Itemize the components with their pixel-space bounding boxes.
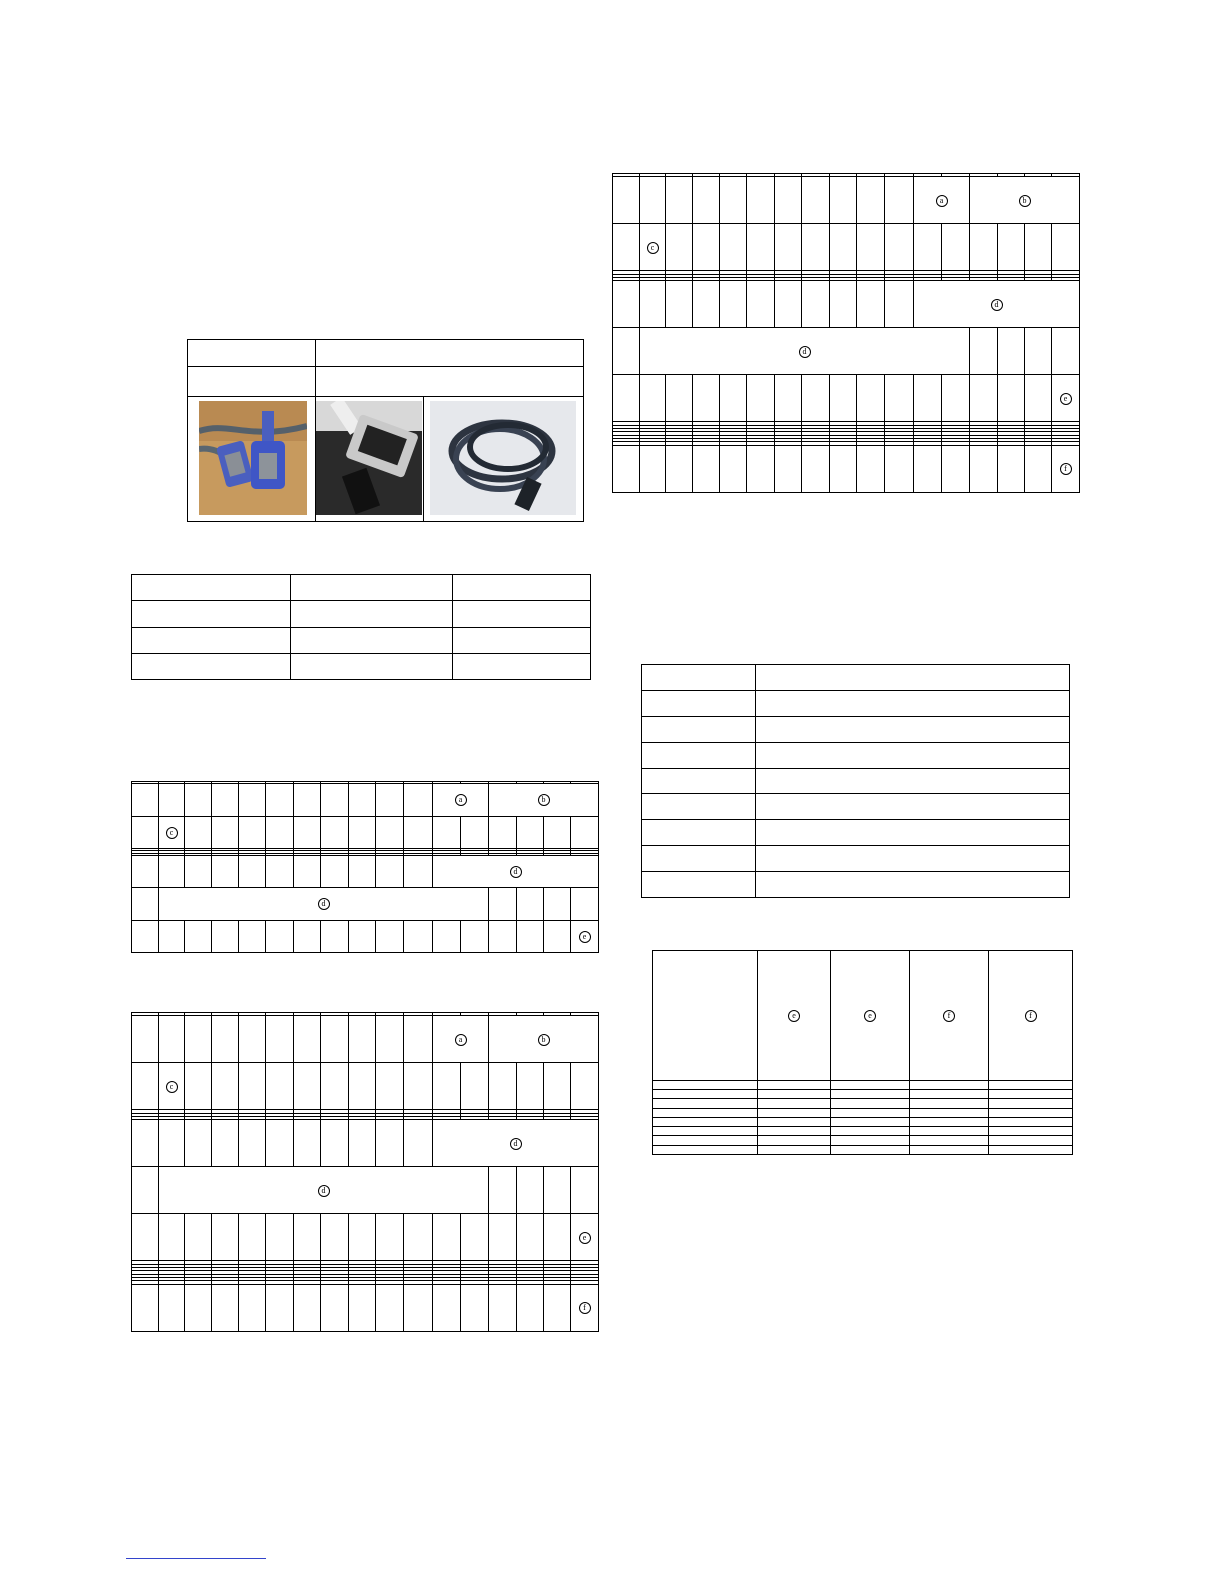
grid-cell: [404, 816, 433, 848]
grid-cell: [159, 1167, 489, 1214]
grid-cell: [185, 1063, 212, 1110]
vga-connector-photo: [199, 401, 307, 515]
marker-c: c: [647, 242, 659, 254]
grid-cell: [775, 224, 802, 271]
grid-cell: [349, 920, 376, 952]
grid-cell: [802, 224, 830, 271]
grid-cell: [321, 816, 349, 848]
grid-cell: [132, 816, 159, 848]
grid-cell: [613, 445, 640, 492]
cable-table-cell: [188, 367, 316, 397]
grid-cell: [294, 1063, 321, 1110]
marker-a: a: [936, 195, 948, 207]
marker-e: e: [1060, 393, 1072, 405]
grid-row: [132, 1284, 599, 1331]
grid-cell: [693, 445, 720, 492]
grid-cell: [857, 224, 885, 271]
grid-cell: [571, 920, 599, 952]
grid-cell: [640, 177, 666, 224]
grid-cell: [132, 888, 159, 920]
grid-cell: [970, 328, 998, 375]
grid-cell: [613, 177, 640, 224]
grid-cell: [885, 445, 914, 492]
grid-cell: [544, 1284, 571, 1331]
grid-cell: [185, 1120, 212, 1167]
grid-cell: [404, 855, 433, 887]
grid-cell: [266, 816, 294, 848]
grid-row: [613, 328, 1080, 375]
grid-cell: [185, 1214, 212, 1261]
grid-cell: [613, 224, 640, 271]
grid-row: [613, 281, 1080, 328]
marker-f: f: [1060, 463, 1072, 475]
grid-cell: [970, 375, 998, 422]
grid-cell: [132, 784, 159, 816]
grid-cell: [571, 1167, 599, 1214]
marker-f: f: [1025, 1010, 1037, 1022]
grid-cell: [266, 855, 294, 887]
grid-cell: [266, 920, 294, 952]
grid-cell: [517, 1063, 544, 1110]
marker-d: d: [318, 898, 330, 910]
grid-cell: [666, 445, 693, 492]
grid-cell: [132, 1063, 159, 1110]
marker-b: b: [538, 1034, 550, 1046]
grid-row: [613, 445, 1080, 492]
grid-cell: [747, 224, 775, 271]
grid-cell: [212, 1063, 239, 1110]
grid-cell: [159, 816, 185, 848]
grid-cell: [376, 855, 404, 887]
grid-cell: [970, 224, 998, 271]
grid-cell: [720, 281, 747, 328]
grid-cell: [1052, 445, 1080, 492]
grid-cell: [747, 177, 775, 224]
grid-cell: [640, 445, 666, 492]
grid-cell: [489, 1214, 517, 1261]
grid-cell: [720, 375, 747, 422]
grid-cell: [185, 1284, 212, 1331]
grid-cell: [544, 816, 571, 848]
grid-cell: [321, 1063, 349, 1110]
grid-cell: [640, 281, 666, 328]
grid-cell: [571, 1063, 599, 1110]
grid-row: [132, 1063, 599, 1110]
timing-grid-short: [131, 781, 599, 953]
grid-cell: [489, 888, 517, 920]
grid-cell: [998, 224, 1025, 271]
grid-cell: [461, 1063, 489, 1110]
grid-cell: [433, 1284, 461, 1331]
grid-cell: [489, 1063, 517, 1110]
marker-d: d: [991, 299, 1003, 311]
grid-cell: [802, 445, 830, 492]
grid-cell: [433, 816, 461, 848]
grid-cell: [693, 177, 720, 224]
grid-cell: [640, 328, 970, 375]
grid-row: [132, 855, 599, 887]
grid-cell: [775, 281, 802, 328]
grid-cell: [489, 1016, 599, 1063]
grid-cell: [666, 177, 693, 224]
grid-cell: [666, 281, 693, 328]
grid-cell: [266, 1063, 294, 1110]
grid-cell: [775, 177, 802, 224]
grid-cell: [613, 328, 640, 375]
grid-cell: [544, 888, 571, 920]
grid-cell: [914, 445, 942, 492]
marker-f: f: [943, 1010, 955, 1022]
grid-cell: [433, 855, 599, 887]
grid-cell: [433, 1063, 461, 1110]
grid-cell: [517, 920, 544, 952]
marker-e: e: [579, 1232, 591, 1244]
timing-grid-long-left: [131, 1012, 599, 1332]
grid-cell: [266, 1120, 294, 1167]
grid-row: [132, 920, 599, 952]
grid-cell: [266, 1284, 294, 1331]
grid-cell: [998, 375, 1025, 422]
grid-cell: [132, 1016, 159, 1063]
spec-table-small: [131, 574, 591, 680]
grid-cell: [294, 1016, 321, 1063]
grid-cell: [914, 281, 1080, 328]
marker-c: c: [166, 827, 178, 839]
grid-cell: [544, 920, 571, 952]
timing-grid-long-right: [612, 173, 1080, 493]
grid-cell: [376, 816, 404, 848]
grid-cell: [1025, 445, 1052, 492]
grid-cell: [517, 888, 544, 920]
grid-cell: [885, 375, 914, 422]
grid-row: [132, 1167, 599, 1214]
grid-cell: [321, 1214, 349, 1261]
grid-cell: [321, 1120, 349, 1167]
grid-cell: [1025, 375, 1052, 422]
grid-cell: [321, 1284, 349, 1331]
grid-cell: [830, 445, 857, 492]
grid-cell: [321, 855, 349, 887]
grid-cell: [544, 1214, 571, 1261]
grid-cell: [857, 281, 885, 328]
grid-cell: [720, 224, 747, 271]
grid-cell: [349, 1284, 376, 1331]
grid-cell: [239, 1016, 266, 1063]
grid-cell: [185, 1016, 212, 1063]
grid-cell: [185, 816, 212, 848]
grid-cell: [321, 784, 349, 816]
grid-cell: [970, 445, 998, 492]
grid-cell: [376, 1016, 404, 1063]
grid-cell: [321, 1016, 349, 1063]
grid-cell: [857, 177, 885, 224]
grid-cell: [159, 1284, 185, 1331]
grid-cell: [1052, 375, 1080, 422]
grid-cell: [613, 375, 640, 422]
grid-cell: [266, 784, 294, 816]
grid-cell: [132, 1284, 159, 1331]
grid-cell: [461, 1284, 489, 1331]
grid-cell: [266, 1214, 294, 1261]
grid-cell: [239, 1120, 266, 1167]
grid-cell: [640, 224, 666, 271]
grid-cell: [185, 855, 212, 887]
grid-cell: [294, 855, 321, 887]
grid-cell: [489, 1284, 517, 1331]
grid-cell: [461, 816, 489, 848]
grid-cell: [294, 1120, 321, 1167]
grid-cell: [212, 1284, 239, 1331]
marker-c: c: [166, 1081, 178, 1093]
grid-cell: [433, 920, 461, 952]
marker-b: b: [538, 794, 550, 806]
grid-row: [613, 177, 1080, 224]
grid-cell: [775, 445, 802, 492]
grid-cell: [1025, 224, 1052, 271]
grid-cell: [212, 816, 239, 848]
footnote-rule: [126, 1558, 266, 1559]
grid-cell: [404, 1016, 433, 1063]
grid-cell: [942, 224, 970, 271]
marker-e: e: [579, 931, 591, 943]
grid-cell: [212, 784, 239, 816]
grid-cell: [159, 1120, 185, 1167]
grid-cell: [489, 1167, 517, 1214]
grid-cell: [571, 1284, 599, 1331]
grid-cell: [132, 1167, 159, 1214]
grid-cell: [1052, 328, 1080, 375]
grid-cell: [775, 375, 802, 422]
grid-cell: [433, 1214, 461, 1261]
grid-cell: [571, 1214, 599, 1261]
grid-cell: [132, 855, 159, 887]
grid-cell: [239, 784, 266, 816]
marker-d: d: [799, 346, 811, 358]
grid-cell: [857, 375, 885, 422]
grid-cell: [349, 1120, 376, 1167]
cable-table-cell: [316, 340, 584, 367]
marker-a: a: [455, 1034, 467, 1046]
grid-cell: [914, 375, 942, 422]
grid-cell: [885, 281, 914, 328]
grid-row: [132, 888, 599, 920]
grid-row: [132, 1214, 599, 1261]
grid-cell: [1025, 328, 1052, 375]
grid-cell: [970, 177, 1080, 224]
grid-cell: [239, 1063, 266, 1110]
grid-cell: [266, 1016, 294, 1063]
grid-cell: [321, 920, 349, 952]
grid-cell: [132, 1120, 159, 1167]
grid-cell: [720, 445, 747, 492]
marker-e: e: [788, 1010, 800, 1022]
grid-cell: [914, 224, 942, 271]
grid-row: [132, 1120, 599, 1167]
grid-cell: [159, 784, 185, 816]
grid-cell: [489, 816, 517, 848]
grid-cell: [720, 177, 747, 224]
grid-cell: [376, 920, 404, 952]
grid-cell: [998, 445, 1025, 492]
grid-cell: [376, 1063, 404, 1110]
grid-cell: [942, 375, 970, 422]
grid-cell: [544, 1167, 571, 1214]
grid-cell: [830, 375, 857, 422]
grid-cell: [132, 1214, 159, 1261]
grid-cell: [517, 816, 544, 848]
grid-cell: [376, 784, 404, 816]
grid-cell: [294, 784, 321, 816]
grid-cell: [433, 784, 489, 816]
grid-cell: [433, 1016, 489, 1063]
grid-cell: [830, 224, 857, 271]
grid-cell: [349, 1016, 376, 1063]
grid-cell: [349, 816, 376, 848]
grid-cell: [132, 920, 159, 952]
grid-cell: [212, 855, 239, 887]
grid-cell: [544, 1063, 571, 1110]
grid-cell: [885, 177, 914, 224]
grid-cell: [159, 1214, 185, 1261]
grid-row: [132, 816, 599, 848]
grid-cell: [294, 1284, 321, 1331]
grid-cell: [830, 177, 857, 224]
grid-cell: [571, 888, 599, 920]
cable-table-cell: [316, 367, 584, 397]
grid-cell: [159, 855, 185, 887]
grid-row: [613, 375, 1080, 422]
grid-row: [613, 224, 1080, 271]
grid-cell: [239, 855, 266, 887]
hdmi-cable-photo: [430, 401, 576, 515]
grid-cell: [802, 177, 830, 224]
grid-cell: [404, 784, 433, 816]
grid-cell: [517, 1167, 544, 1214]
grid-cell: [404, 920, 433, 952]
pin-table: [641, 664, 1070, 898]
grid-cell: [461, 920, 489, 952]
grid-row: [132, 784, 599, 816]
grid-cell: [998, 328, 1025, 375]
grid-cell: [747, 281, 775, 328]
grid-cell: [857, 445, 885, 492]
grid-cell: [159, 920, 185, 952]
grid-cell: [693, 281, 720, 328]
grid-cell: [942, 445, 970, 492]
grid-cell: [747, 375, 775, 422]
grid-cell: [212, 920, 239, 952]
grid-cell: [885, 224, 914, 271]
grid-cell: [349, 1214, 376, 1261]
grid-cell: [349, 855, 376, 887]
grid-cell: [185, 784, 212, 816]
grid-cell: [404, 1214, 433, 1261]
grid-cell: [159, 1016, 185, 1063]
grid-cell: [212, 1120, 239, 1167]
grid-cell: [239, 1284, 266, 1331]
grid-cell: [747, 445, 775, 492]
grid-cell: [613, 281, 640, 328]
grid-cell: [239, 1214, 266, 1261]
grid-cell: [802, 375, 830, 422]
grid-cell: [461, 1214, 489, 1261]
grid-cell: [517, 1214, 544, 1261]
grid-cell: [404, 1120, 433, 1167]
marker-e: e: [864, 1010, 876, 1022]
grid-cell: [294, 816, 321, 848]
cable-table-cell: [188, 340, 316, 367]
grid-row: [132, 1016, 599, 1063]
marker-d: d: [318, 1185, 330, 1197]
grid-cell: [294, 920, 321, 952]
timing-value-table: [652, 950, 1073, 1155]
grid-cell: [185, 920, 212, 952]
grid-cell: [349, 1063, 376, 1110]
grid-cell: [239, 920, 266, 952]
grid-cell: [640, 375, 666, 422]
marker-d: d: [510, 1138, 522, 1150]
grid-cell: [376, 1214, 404, 1261]
grid-cell: [517, 1284, 544, 1331]
grid-cell: [666, 375, 693, 422]
grid-cell: [914, 177, 970, 224]
grid-cell: [349, 784, 376, 816]
grid-cell: [830, 281, 857, 328]
grid-cell: [294, 1214, 321, 1261]
grid-cell: [212, 1214, 239, 1261]
grid-cell: [239, 816, 266, 848]
grid-cell: [802, 281, 830, 328]
grid-cell: [693, 224, 720, 271]
grid-cell: [404, 1063, 433, 1110]
dvi-connector-photo: [316, 401, 422, 515]
marker-a: a: [455, 794, 467, 806]
marker-d: d: [510, 866, 522, 878]
grid-cell: [376, 1120, 404, 1167]
grid-cell: [433, 1120, 599, 1167]
grid-cell: [693, 375, 720, 422]
grid-cell: [571, 816, 599, 848]
grid-cell: [1052, 224, 1080, 271]
grid-cell: [489, 784, 599, 816]
grid-cell: [212, 1016, 239, 1063]
grid-cell: [404, 1284, 433, 1331]
marker-b: b: [1019, 195, 1031, 207]
grid-cell: [376, 1284, 404, 1331]
grid-cell: [159, 1063, 185, 1110]
grid-cell: [159, 888, 489, 920]
grid-cell: [489, 920, 517, 952]
marker-f: f: [579, 1302, 591, 1314]
grid-cell: [666, 224, 693, 271]
